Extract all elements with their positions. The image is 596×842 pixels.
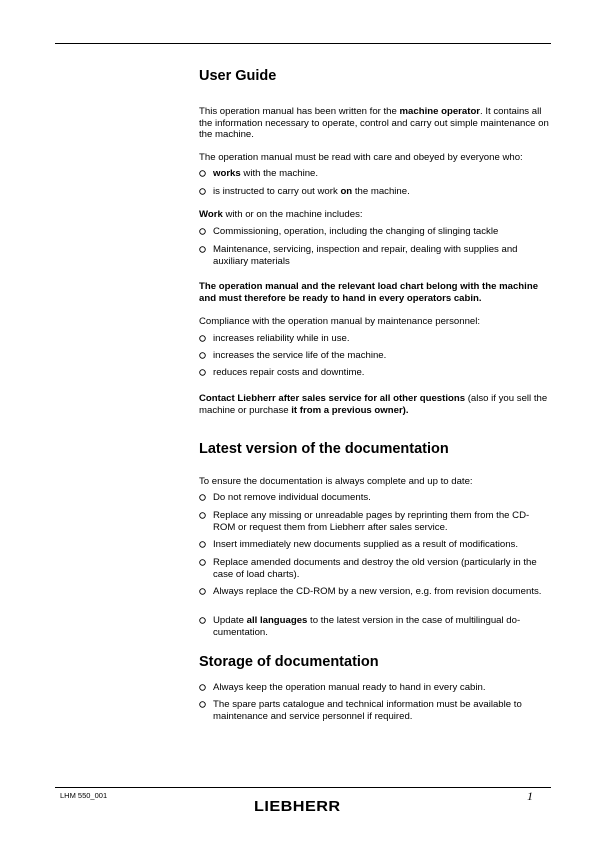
section-heading-latest-version: Latest version of the documentation	[199, 441, 449, 457]
paragraph-work-intro: Work with or on the machine includes:	[199, 209, 363, 220]
liebherr-logo: LIEBHERR	[254, 799, 341, 815]
list-item: reduces repair costs and downtime.	[213, 367, 551, 379]
list-item: Replace amended documents and destroy the old version (particularly in the case of load charts).	[213, 557, 551, 580]
section-heading-user-guide: User Guide	[199, 68, 277, 84]
bullet-circle-icon	[199, 512, 206, 519]
bullet-circle-icon	[199, 559, 206, 566]
section-heading-storage: Storage of documentation	[199, 654, 379, 670]
bullet-circle-icon	[199, 541, 206, 548]
paragraph-latest-intro: To ensure the documentation is always complete and up to date:	[199, 476, 473, 487]
bullet-circle-icon	[199, 170, 206, 177]
list-item: increases reliability while in use.	[213, 333, 551, 345]
list-item: The spare parts catalogue and technical information must be available to maintenance and service personnel if required.	[213, 699, 551, 722]
paragraph-contact: Contact Liebherr after sales service for all other questions (also if you sell the machine or purchase it from a previous owner).	[199, 393, 548, 416]
paragraph-load-chart-notice: The operation manual and the relevant load chart belong with the machine and must therefore be ready to hand in every operators cabin.	[199, 281, 539, 304]
bullet-circle-icon	[199, 335, 206, 342]
paragraph-read-care: The operation manual must be read with care and obeyed by everyone who:	[199, 152, 523, 163]
bullet-circle-icon	[199, 369, 206, 376]
list-item: Do not remove individual documents.	[213, 492, 551, 504]
bullet-circle-icon	[199, 617, 206, 624]
list-item: Replace any missing or unreadable pages by reprinting them from the CD-ROM or request them from Liebherr after sales service.	[213, 510, 551, 533]
list-item: Commissioning, operation, including the changing of slinging tackle	[213, 226, 551, 238]
bullet-circle-icon	[199, 684, 206, 691]
bullet-circle-icon	[199, 246, 206, 253]
list-item: Maintenance, servicing, inspection and repair, dealing with supplies and auxiliary materials	[213, 244, 551, 267]
bullet-circle-icon	[199, 228, 206, 235]
bullet-circle-icon	[199, 588, 206, 595]
page-number: 1	[527, 789, 533, 803]
list-item: Insert immediately new documents supplied as a result of modifications.	[213, 539, 551, 551]
document-id: LHM 550_001	[60, 791, 108, 800]
header-rule	[55, 43, 551, 44]
bullet-circle-icon	[199, 188, 206, 195]
list-item: Always replace the CD-ROM by a new version, e.g. from revision documents.	[213, 586, 551, 598]
paragraph-compliance: Compliance with the operation manual by maintenance personnel:	[199, 316, 481, 327]
list-item: Update all languages to the latest version in the case of multilingual documentation.	[213, 615, 551, 638]
list-item: increases the service life of the machine.	[213, 350, 551, 362]
bullet-circle-icon	[199, 494, 206, 501]
list-item: Always keep the operation manual ready to hand in every cabin.	[213, 682, 551, 694]
list-item: is instructed to carry out work on the machine.	[213, 186, 551, 198]
footer-rule	[55, 787, 551, 788]
list-item: works with the machine.	[213, 168, 551, 180]
bullet-circle-icon	[199, 352, 206, 359]
paragraph-intro: This operation manual has been written for the machine operator. It contains all the information necessary to operate, control and carry out simple maintenance on the machine.	[199, 106, 549, 141]
bullet-circle-icon	[199, 701, 206, 708]
